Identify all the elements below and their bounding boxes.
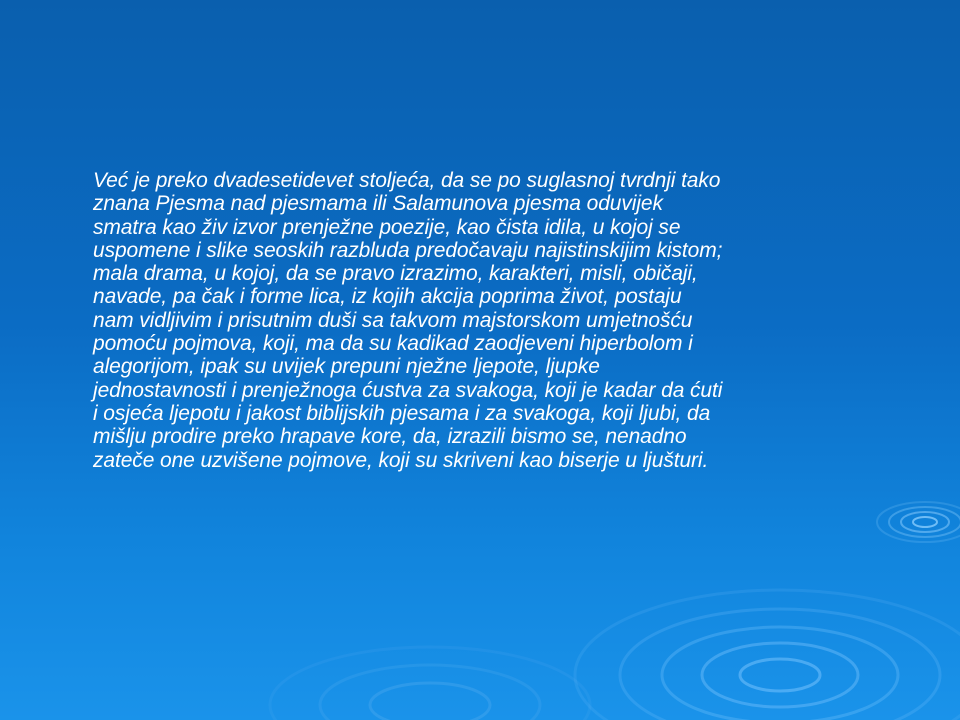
paragraph-line: navade, pa čak i forme lica, iz kojih akcija poprima život, postaju bbox=[93, 285, 682, 309]
paragraph-line: znana Pjesma nad pjesmama ili Salamunova pjesma oduvijek bbox=[93, 192, 663, 216]
ripple-faint bbox=[270, 647, 590, 720]
paragraph-line: zateče one uzvišene pojmove, koji su skriveni kao biserje u ljušturi. bbox=[93, 448, 709, 472]
paragraph-line: jednostavnosti i prenježnoga ćustva za svakoga, koji je kadar da ćuti bbox=[93, 378, 723, 402]
paragraph-line: pomoću pojmova, koji, ma da su kadikad zaodjeveni hiperbolom i bbox=[93, 332, 693, 356]
paragraph-line: mala drama, u kojoj, da se pravo izrazimo, karakteri, misli, običaji, bbox=[93, 262, 698, 286]
body-paragraph bbox=[93, 169, 913, 472]
paragraph-line: i osjeća ljepotu i jakost biblijskih pjesama i za svakoga, koji ljubi, da bbox=[93, 401, 711, 425]
paragraph-line: alegorijom, ipak su uvijek prepuni nježne ljepote, ljupke bbox=[93, 355, 600, 379]
paragraph-line: Već je preko dvadesetidevet stoljeća, da se po suglasnoj tvrdnji tako bbox=[93, 169, 721, 192]
paragraph-line: smatra kao živ izvor prenježne poezije, kao čista idila, u kojoj se bbox=[93, 215, 681, 239]
ripple-small bbox=[877, 502, 960, 542]
paragraph-line: nam vidljivim i prisutnim duši sa takvom majstorskom umjetnošću bbox=[93, 308, 693, 332]
paragraph-line: uspomene i slike seoskih razbluda predočavaju najistinskijim kistom; bbox=[93, 238, 723, 262]
paragraph-line: mišlju prodire preko hrapave kore, da, izrazili bismo se, nenadno bbox=[93, 425, 687, 449]
ripple-large bbox=[575, 590, 960, 720]
